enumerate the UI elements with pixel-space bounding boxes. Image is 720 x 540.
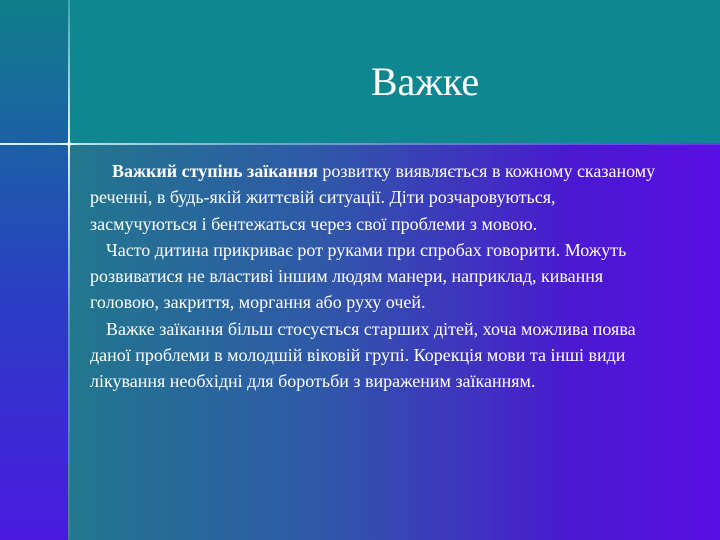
paragraph-1-bold-lead: Важкий ступінь заїкання	[112, 161, 318, 181]
slide-body	[90, 158, 665, 395]
paragraph-1-text: розвитку виявляється в кожному сказаному реченні, в будь-якій життєвій ситуації. Діти розчаровуються, засмучуються і бентежаться через свої проблеми з мовою.	[90, 161, 656, 234]
paragraph-3-text: Важке заїкання більш стосується старших дітей, хоча можлива поява даної проблеми в молодшій віковій групі. Корекція мови та інші види лікування необхідні для боротьби з вираженим заїканням.	[90, 318, 636, 392]
paragraph-2	[90, 237, 665, 316]
paragraph-3	[90, 316, 665, 395]
left-decorative-panel	[0, 0, 68, 540]
sparkle-icon	[58, 133, 80, 155]
horizontal-accent-line	[0, 143, 720, 145]
paragraph-1	[90, 158, 665, 237]
slide-title: Важке	[370, 59, 480, 104]
paragraph-2-text: Часто дитина прикриває рот руками при спробах говорити. Можуть розвиватися не властиві іншим людям манери, наприклад, кивання головою, закриття, моргання або руху очей.	[90, 239, 627, 313]
